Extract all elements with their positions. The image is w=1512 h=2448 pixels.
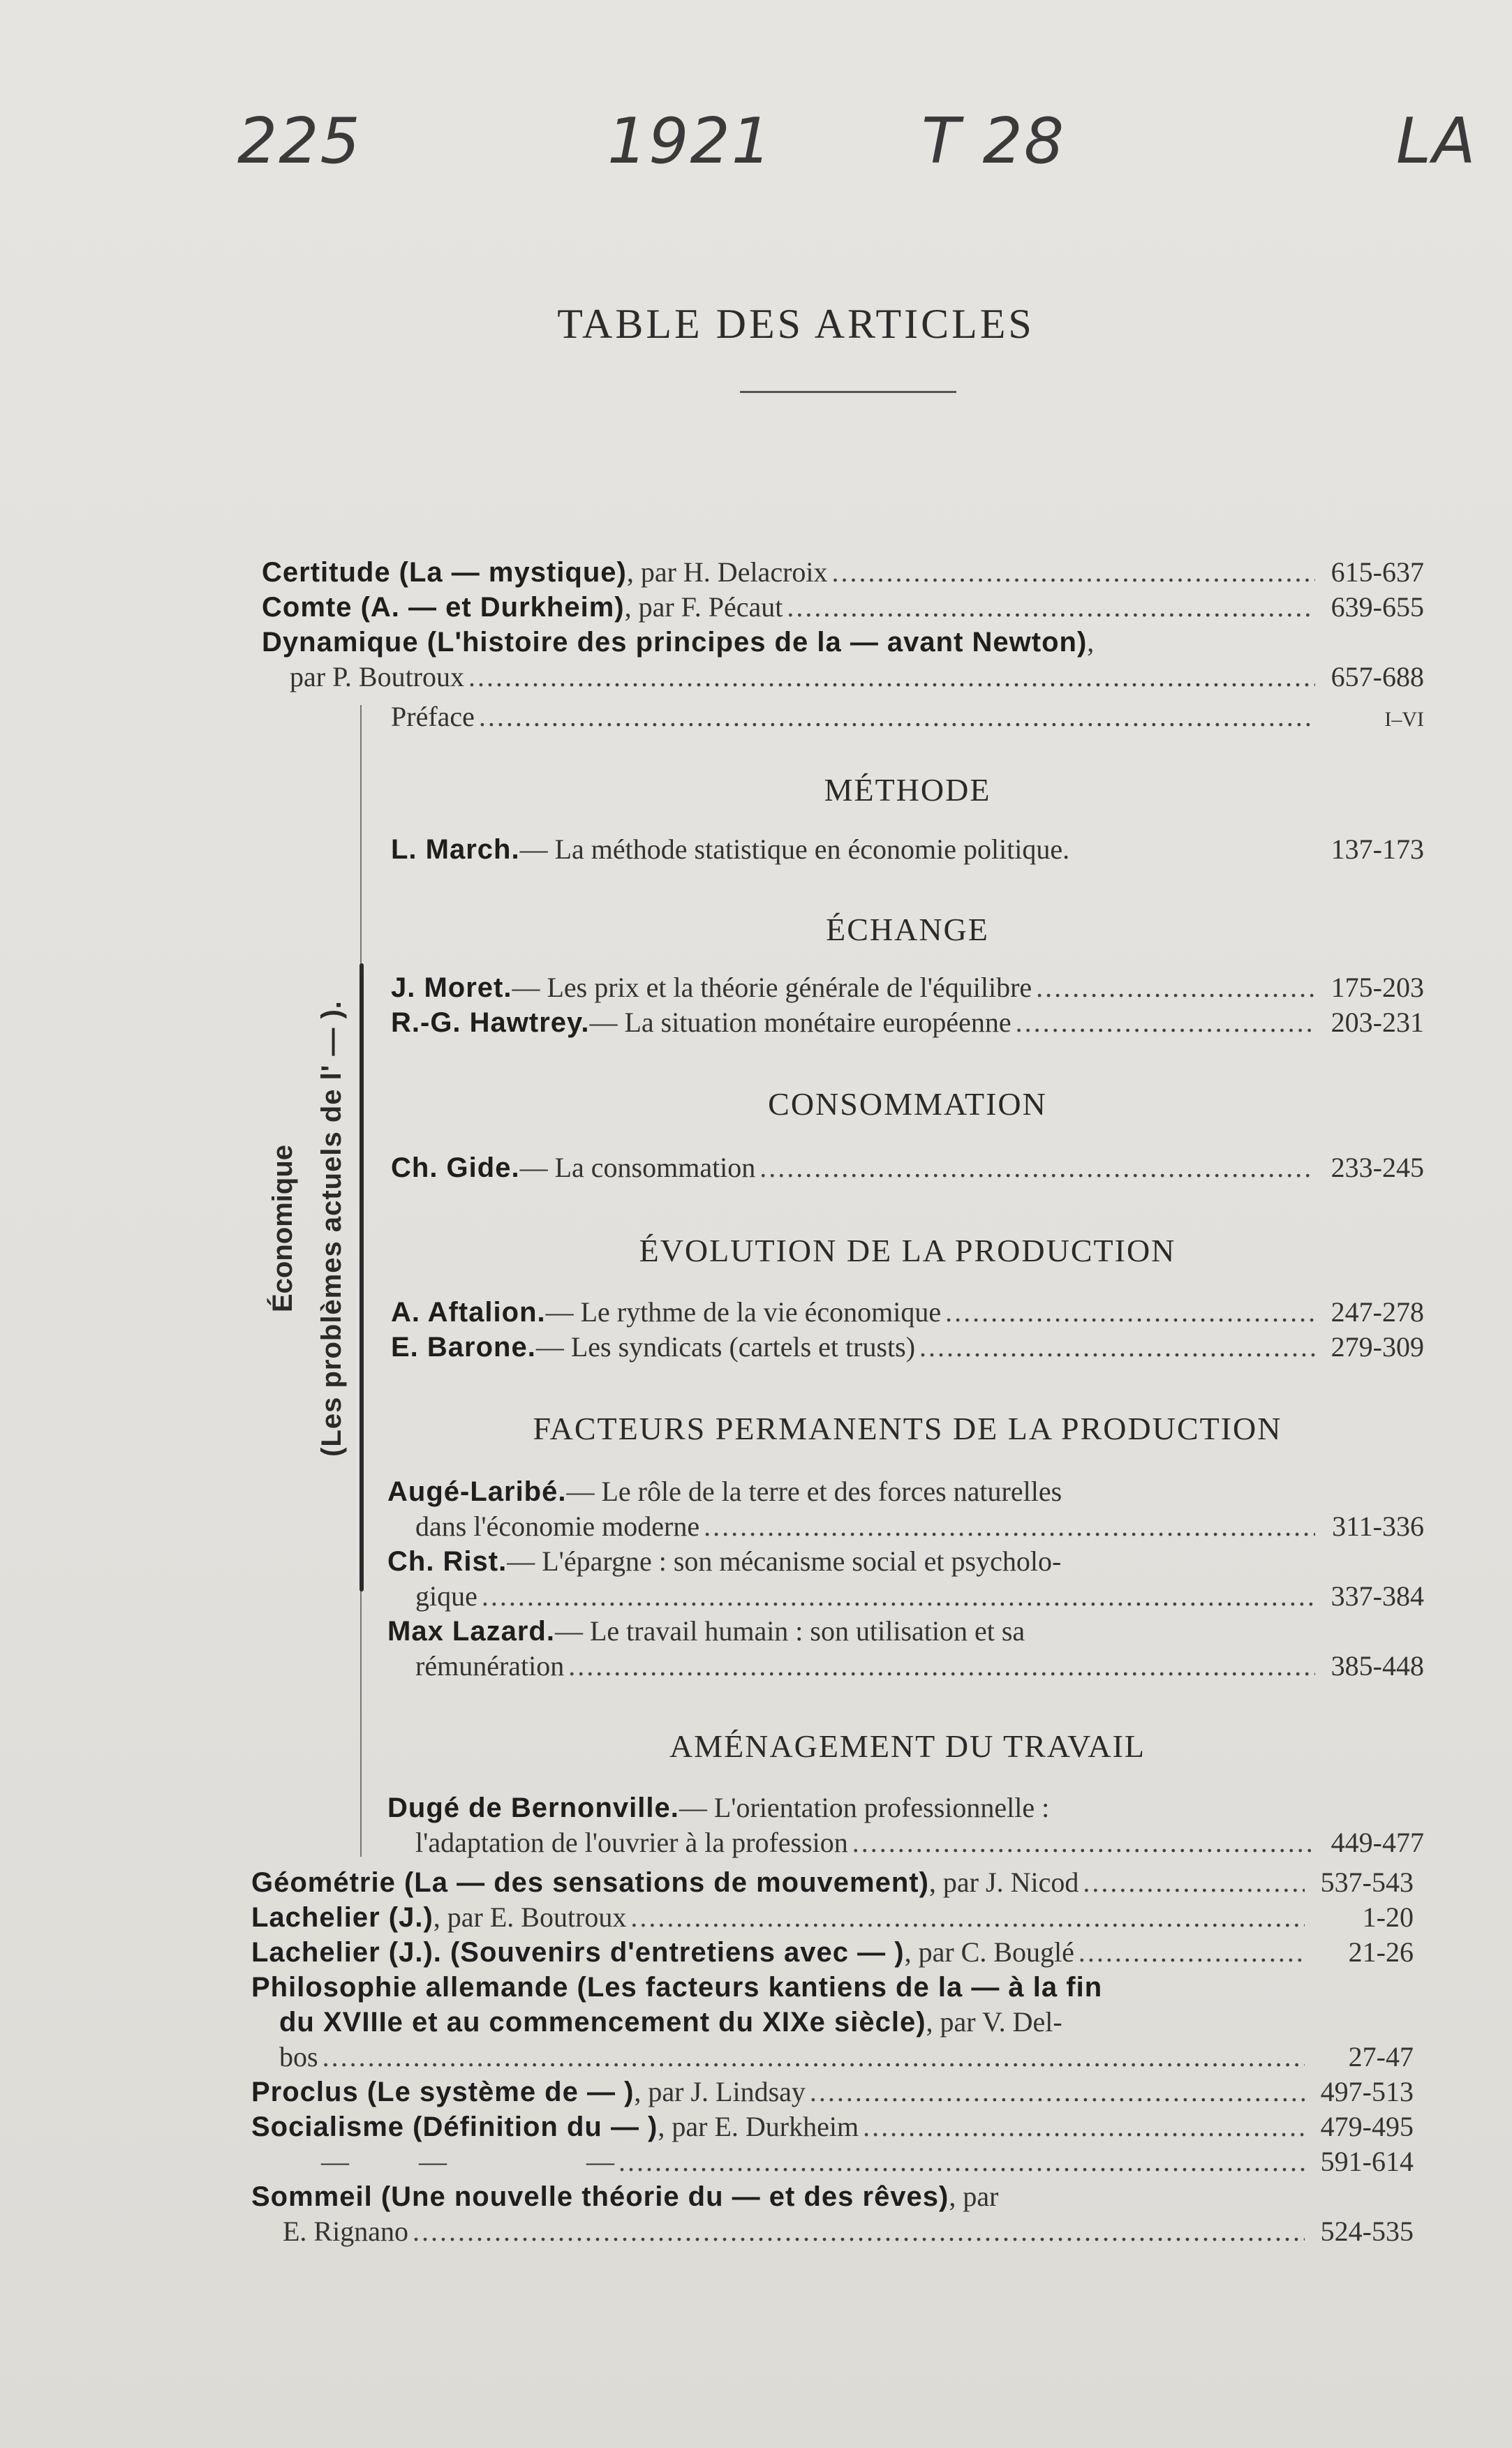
entry-author: , par J. Nicod — [928, 1867, 1079, 1898]
toc-entry — [391, 1330, 1424, 1365]
toc-entry — [391, 1005, 1424, 1040]
entry-title: — Les syndicats (cartels et trusts) — [535, 1331, 916, 1363]
toc-entry — [387, 1544, 1424, 1579]
toc-entry — [290, 660, 1424, 695]
leader-dots — [1016, 1005, 1315, 1040]
entry-pages: 639-655 — [1331, 591, 1424, 623]
entry-pages: 1-20 — [1362, 1901, 1414, 1933]
entry-author: L. March. — [391, 834, 520, 865]
leader-dots — [759, 1150, 1315, 1185]
entry-title: — L'épargne : son mécanisme social et psycholo- — [507, 1545, 1062, 1577]
section-heading: ÉVOLUTION DE LA PRODUCTION — [639, 1233, 1176, 1268]
entry-author: , par H. Delacroix — [626, 556, 828, 588]
toc-entry — [251, 2075, 1414, 2109]
toc-entry — [262, 625, 1424, 660]
toc-entry — [391, 1150, 1424, 1185]
side-label-title: Économique — [267, 1144, 298, 1313]
entry-heading: Socialisme (Définition du — ) — [251, 2112, 658, 2142]
entry-pages: 657-688 — [1331, 661, 1424, 692]
title-divider — [740, 391, 956, 393]
handwritten-note: 225 — [237, 105, 362, 178]
toc-entry — [251, 1865, 1414, 1900]
entry-author: Ch. Gide. — [391, 1152, 520, 1183]
entry-title: l'adaptation de l'ouvrier à la profession — [415, 1827, 848, 1858]
toc-entry-continued — [415, 1509, 1424, 1544]
entry-author: , par V. Del- — [926, 2006, 1062, 2038]
entry-pages: 279-309 — [1331, 1331, 1424, 1363]
ditto-marks: — — — — [321, 2146, 614, 2177]
toc-entry — [251, 1900, 1414, 1935]
leader-dots — [479, 699, 1315, 734]
entry-heading: Géométrie (La — des sensations de mouvement) — [251, 1867, 929, 1898]
entry-author: par P. Boutroux — [290, 661, 464, 692]
entry-pages: 385-448 — [1331, 1650, 1424, 1682]
toc-entry — [262, 555, 1424, 590]
entry-author: , par E. Durkheim — [658, 2111, 859, 2142]
entry-heading: Proclus (Le système de — ) — [251, 2077, 635, 2107]
entry-title: — Les prix et la théorie générale de l'équilibre — [512, 972, 1032, 1003]
entry-author: , par — [949, 2181, 999, 2212]
entry-author: A. Aftalion. — [391, 1297, 546, 1328]
leader-dots — [568, 1649, 1315, 1684]
toc-entry — [262, 590, 1424, 625]
entry-title: — L'orientation professionnelle : — [679, 1792, 1050, 1823]
entry-pages: 175-203 — [1331, 972, 1424, 1003]
entry-title: dans l'économie moderne — [415, 1511, 700, 1542]
leader-dots — [1036, 970, 1315, 1005]
entry-author: , par J. Lindsay — [634, 2076, 806, 2107]
entry-heading: Certitude (La — mystique) — [262, 557, 627, 588]
entry-heading: Comte (A. — et Durkheim) — [262, 592, 625, 623]
toc-entry — [321, 2144, 1414, 2179]
entry-pages: 479-495 — [1320, 2111, 1414, 2142]
entry-heading: Lachelier (J.). (Souvenirs d'entretiens avec — ) — [251, 1937, 905, 1968]
toc-entry-continued — [415, 1649, 1424, 1684]
toc-entry — [391, 699, 1424, 734]
leader-dots — [630, 1900, 1305, 1935]
entry-pages: 591-614 — [1320, 2146, 1414, 2177]
entry-heading: Philosophie allemande (Les facteurs kantiens de la — à la fin — [251, 1972, 1103, 2003]
entry-title: — Le rôle de la terre et des forces naturelles — [566, 1476, 1062, 1507]
entry-author: R.-G. Hawtrey. — [391, 1007, 590, 1038]
leader-dots — [945, 1295, 1315, 1330]
entry-author: E. Rignano — [283, 2216, 408, 2247]
entry-pages: I–VI — [1384, 708, 1424, 731]
entry-author: E. Barone. — [391, 1332, 536, 1363]
entry-heading: Dynamique (L'histoire des principes de la — avant Newton) — [262, 627, 1088, 658]
side-label-subtitle: (Les problèmes actuels de l' — ). — [316, 1000, 347, 1457]
group-side-label — [258, 880, 356, 1578]
leader-dots — [323, 2040, 1305, 2075]
entry-pages: 21-26 — [1348, 1936, 1414, 1968]
leader-dots — [852, 1825, 1315, 1860]
leader-dots — [919, 1330, 1315, 1365]
entry-author: , par F. Pécaut — [624, 591, 783, 623]
section-heading: FACTEURS PERMANENTS DE LA PRODUCTION — [533, 1411, 1282, 1446]
leader-dots — [810, 2075, 1305, 2109]
entry-pages: 233-245 — [1331, 1152, 1424, 1183]
leader-dots — [704, 1509, 1315, 1544]
entry-pages: 311-336 — [1332, 1511, 1424, 1542]
entry-title: Préface — [391, 701, 475, 732]
leader-dots — [787, 590, 1315, 625]
toc-entry — [387, 1614, 1424, 1649]
entry-pages: 537-543 — [1320, 1867, 1414, 1898]
entry-author: bos — [279, 2041, 318, 2072]
entry-author: Ch. Rist. — [387, 1546, 507, 1577]
leader-dots — [863, 2109, 1305, 2144]
page-title: TABLE DES ARTICLES — [557, 301, 1035, 347]
section-heading: ÉCHANGE — [826, 912, 989, 947]
toc-entry — [387, 1790, 1424, 1825]
toc-entry — [391, 1295, 1424, 1330]
entry-author: , par E. Boutroux — [433, 1901, 627, 1933]
toc-entry-continued — [415, 1579, 1424, 1614]
entry-pages: 449-477 — [1331, 1827, 1424, 1858]
leader-dots — [482, 1579, 1315, 1614]
entry-pages: 27-47 — [1348, 2041, 1414, 2072]
handwritten-note: T 28 — [921, 105, 1066, 178]
toc-entry — [251, 1935, 1414, 1970]
entry-author: Augé-Laribé. — [387, 1476, 567, 1507]
entry-pages: 247-278 — [1331, 1296, 1424, 1328]
toc-entry-continued — [279, 2005, 1414, 2040]
entry-author: , — [1087, 626, 1095, 658]
toc-entry-continued — [279, 2040, 1414, 2075]
entry-author: J. Moret. — [391, 972, 512, 1003]
entry-title: — La situation monétaire européenne — [589, 1007, 1011, 1038]
toc-entry — [391, 832, 1424, 867]
section-heading: MÉTHODE — [824, 772, 991, 808]
toc-entry — [387, 1474, 1424, 1509]
toc-entry — [391, 970, 1424, 1005]
entry-pages: 524-535 — [1320, 2216, 1414, 2247]
toc-entry-continued — [415, 1825, 1424, 1860]
toc-entry — [251, 2109, 1414, 2144]
toc-entry — [251, 2179, 1414, 2214]
entry-title: rémunération — [415, 1650, 565, 1682]
group-bracket-bold — [360, 963, 364, 1592]
entry-heading: Sommeil (Une nouvelle théorie du — et des rêves) — [251, 2181, 949, 2212]
leader-dots — [832, 555, 1316, 590]
entry-title: — Le travail humain : son utilisation et sa — [554, 1615, 1025, 1647]
section-heading: CONSOMMATION — [768, 1086, 1047, 1122]
entry-title: — La méthode statistique en économie politique. — [519, 833, 1070, 865]
entry-author: Max Lazard. — [387, 1616, 555, 1647]
section-heading: AMÉNAGEMENT DU TRAVAIL — [669, 1728, 1146, 1764]
leader-dots — [1079, 1935, 1305, 1970]
entry-pages: 137-173 — [1331, 833, 1424, 865]
entry-author: , par C. Bouglé — [904, 1936, 1074, 1968]
entry-author: Dugé de Bernonville. — [387, 1793, 679, 1823]
handwritten-note: 1921 — [607, 105, 773, 178]
entry-heading: Lachelier (J.) — [251, 1902, 433, 1933]
toc-entry-continued — [283, 2214, 1414, 2249]
entry-title: — Le rythme de la vie économique — [545, 1296, 942, 1328]
leader-dots — [468, 660, 1315, 695]
entry-pages: 337-384 — [1331, 1580, 1424, 1612]
toc-entry — [251, 1970, 1414, 2005]
leader-dots — [413, 2214, 1305, 2249]
handwritten-note: LA — [1396, 105, 1477, 178]
entry-pages: 615-637 — [1331, 556, 1424, 588]
entry-title: gique — [415, 1580, 477, 1612]
entry-pages: 497-513 — [1320, 2076, 1414, 2107]
leader-dots — [618, 2144, 1305, 2179]
entry-heading: du XVIIIe et au commencement du XIXe siècle) — [279, 2007, 926, 2038]
leader-dots — [1083, 1865, 1305, 1900]
entry-title: — La consommation — [519, 1152, 756, 1183]
entry-pages: 203-231 — [1331, 1007, 1424, 1038]
